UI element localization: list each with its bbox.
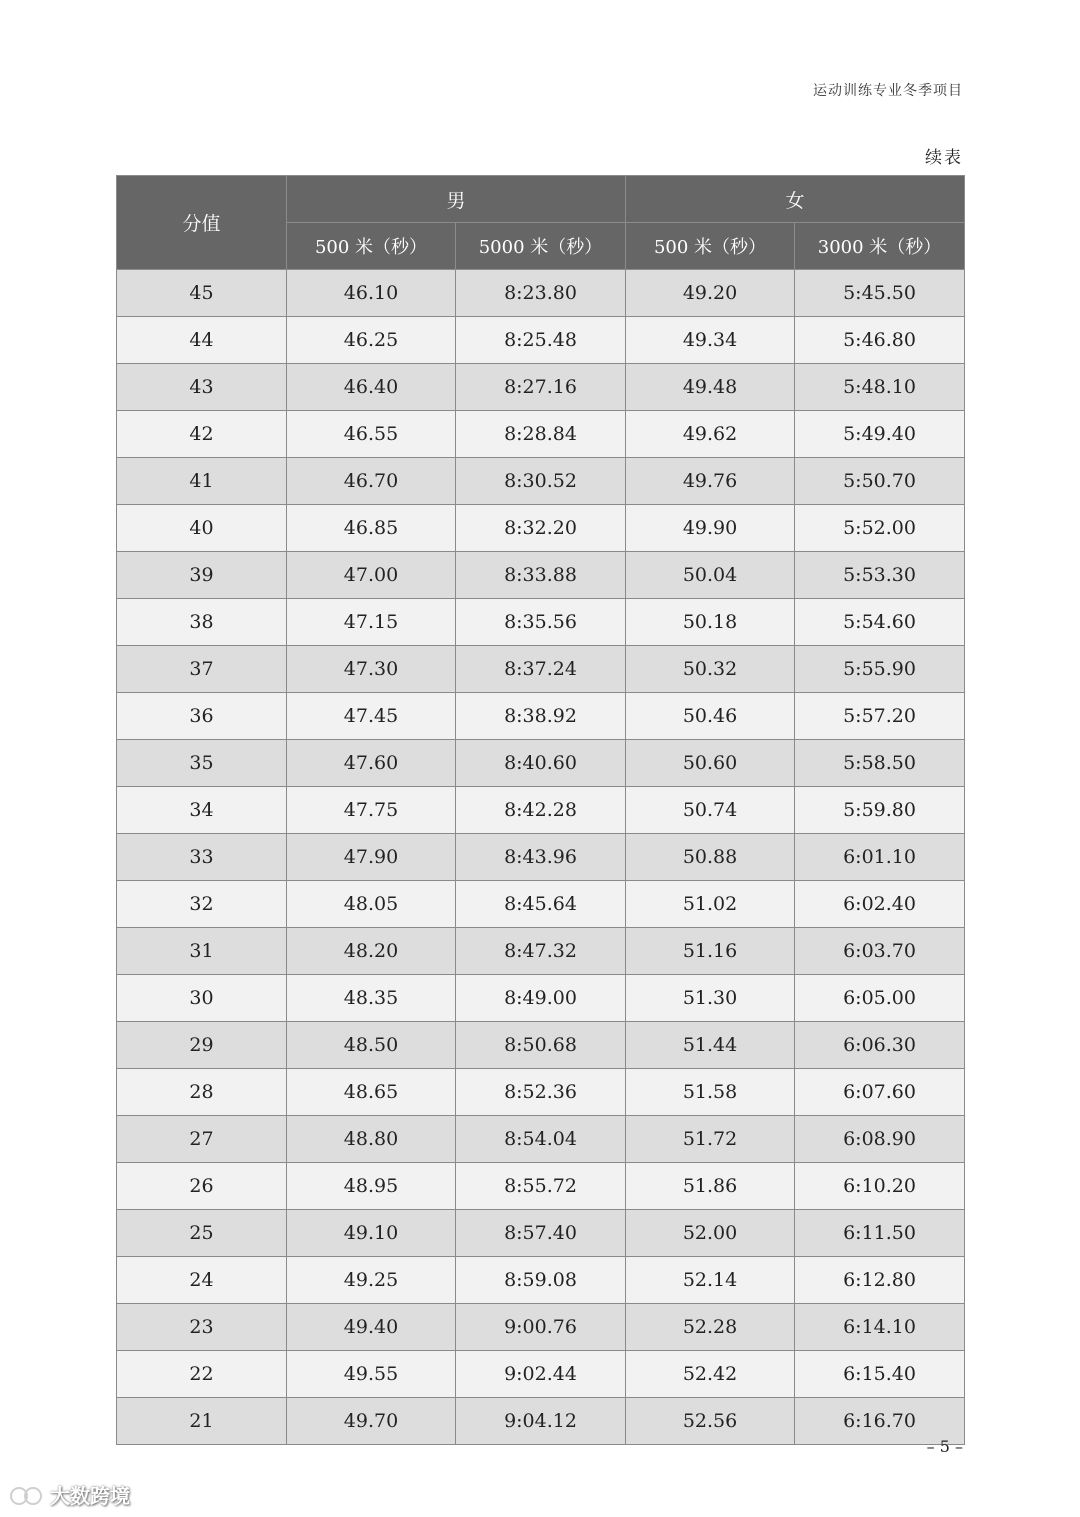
score-cell: 43 — [117, 364, 287, 411]
female-3000m-cell: 6:02.40 — [795, 881, 965, 928]
table-row — [117, 1022, 965, 1069]
female-500m-cell: 50.60 — [626, 740, 795, 787]
male-500m-cell: 48.05 — [287, 881, 456, 928]
female-500m-cell: 49.90 — [626, 505, 795, 552]
table-row — [117, 1116, 965, 1163]
female-500m-cell: 49.48 — [626, 364, 795, 411]
score-cell: 39 — [117, 552, 287, 599]
table-row — [117, 834, 965, 881]
table-row — [117, 693, 965, 740]
score-column-header: 分值 — [117, 176, 287, 270]
male-500m-cell: 49.25 — [287, 1257, 456, 1304]
female-3000m-cell: 6:15.40 — [795, 1351, 965, 1398]
female-500m-cell: 52.28 — [626, 1304, 795, 1351]
score-table — [116, 175, 965, 1445]
page-number: – 5 – — [926, 1437, 963, 1456]
male-5000m-cell: 8:59.08 — [456, 1257, 626, 1304]
male-5000m-cell: 8:35.56 — [456, 599, 626, 646]
female-500m-cell: 49.76 — [626, 458, 795, 505]
male-group-header: 男 — [287, 176, 626, 223]
table-header — [117, 176, 965, 270]
male-500m-cell: 49.10 — [287, 1210, 456, 1257]
table-row — [117, 646, 965, 693]
watermark-logo-icon — [10, 1484, 44, 1506]
score-cell: 29 — [117, 1022, 287, 1069]
table-row — [117, 1304, 965, 1351]
female-500m-cell: 51.02 — [626, 881, 795, 928]
male-500m-cell: 47.90 — [287, 834, 456, 881]
male-5000m-cell: 9:04.12 — [456, 1398, 626, 1445]
female-3000m-cell: 5:53.30 — [795, 552, 965, 599]
table-row — [117, 881, 965, 928]
table-row — [117, 1398, 965, 1445]
score-cell: 44 — [117, 317, 287, 364]
male-5000m-cell: 9:02.44 — [456, 1351, 626, 1398]
running-head: 运动训练专业冬季项目 — [813, 83, 963, 99]
male-500m-cell: 46.85 — [287, 505, 456, 552]
female-500m-cell: 49.34 — [626, 317, 795, 364]
table-body — [117, 270, 965, 1445]
table-row — [117, 552, 965, 599]
male-5000m-cell: 8:25.48 — [456, 317, 626, 364]
female-3000m-cell: 6:14.10 — [795, 1304, 965, 1351]
female-500m-cell: 51.44 — [626, 1022, 795, 1069]
female-3000m-cell: 6:07.60 — [795, 1069, 965, 1116]
female-3000m-cell: 6:03.70 — [795, 928, 965, 975]
male-500m-cell: 46.25 — [287, 317, 456, 364]
table-row — [117, 787, 965, 834]
female-3000m-cell: 5:54.60 — [795, 599, 965, 646]
table-row — [117, 317, 965, 364]
table-row — [117, 364, 965, 411]
female-500m-cell: 52.42 — [626, 1351, 795, 1398]
male-500m-cell: 47.15 — [287, 599, 456, 646]
score-cell: 42 — [117, 411, 287, 458]
female-500m-cell: 51.72 — [626, 1116, 795, 1163]
male-5000m-cell: 8:37.24 — [456, 646, 626, 693]
female-group-header: 女 — [626, 176, 965, 223]
male-500m-cell: 48.80 — [287, 1116, 456, 1163]
table-row — [117, 458, 965, 505]
male-5000m-cell: 8:54.04 — [456, 1116, 626, 1163]
table-row — [117, 1210, 965, 1257]
table-row — [117, 1069, 965, 1116]
male-500m-cell: 46.40 — [287, 364, 456, 411]
male-500m-cell: 47.60 — [287, 740, 456, 787]
score-cell: 32 — [117, 881, 287, 928]
male-500m-cell: 46.10 — [287, 270, 456, 317]
female-3000m-cell: 6:12.80 — [795, 1257, 965, 1304]
score-cell: 34 — [117, 787, 287, 834]
score-cell: 45 — [117, 270, 287, 317]
score-cell: 22 — [117, 1351, 287, 1398]
female-3000m-cell: 5:55.90 — [795, 646, 965, 693]
female-3000m-cell: 5:59.80 — [795, 787, 965, 834]
male-500m-cell: 48.95 — [287, 1163, 456, 1210]
female-3000m-cell: 5:58.50 — [795, 740, 965, 787]
female-3000m-cell: 6:08.90 — [795, 1116, 965, 1163]
female-500m-cell: 50.88 — [626, 834, 795, 881]
female-500m-cell: 50.74 — [626, 787, 795, 834]
score-cell: 26 — [117, 1163, 287, 1210]
watermark — [10, 1480, 130, 1509]
male-5000m-cell: 8:43.96 — [456, 834, 626, 881]
female-3000m-cell: 6:16.70 — [795, 1398, 965, 1445]
female-3000m-cell: 6:06.30 — [795, 1022, 965, 1069]
male-500m-header: 500 米（秒） — [287, 223, 456, 270]
male-500m-cell: 47.00 — [287, 552, 456, 599]
score-cell: 37 — [117, 646, 287, 693]
table-row — [117, 975, 965, 1022]
watermark-text: 大数跨境 — [50, 1484, 130, 1508]
female-500m-cell: 49.62 — [626, 411, 795, 458]
male-500m-cell: 48.50 — [287, 1022, 456, 1069]
table-row — [117, 599, 965, 646]
female-3000m-cell: 6:01.10 — [795, 834, 965, 881]
male-500m-cell: 49.55 — [287, 1351, 456, 1398]
table-row — [117, 1351, 965, 1398]
male-500m-cell: 46.70 — [287, 458, 456, 505]
male-500m-cell: 47.30 — [287, 646, 456, 693]
female-3000m-cell: 5:45.50 — [795, 270, 965, 317]
male-5000m-cell: 8:55.72 — [456, 1163, 626, 1210]
male-5000m-cell: 8:32.20 — [456, 505, 626, 552]
male-5000m-cell: 8:27.16 — [456, 364, 626, 411]
female-3000m-cell: 6:10.20 — [795, 1163, 965, 1210]
male-500m-cell: 48.35 — [287, 975, 456, 1022]
score-cell: 33 — [117, 834, 287, 881]
female-500m-cell: 51.30 — [626, 975, 795, 1022]
score-cell: 40 — [117, 505, 287, 552]
female-500m-cell: 52.56 — [626, 1398, 795, 1445]
table-row — [117, 270, 965, 317]
score-cell: 21 — [117, 1398, 287, 1445]
female-3000m-cell: 5:46.80 — [795, 317, 965, 364]
male-500m-cell: 49.70 — [287, 1398, 456, 1445]
table-row — [117, 740, 965, 787]
female-500m-cell: 52.14 — [626, 1257, 795, 1304]
score-cell: 28 — [117, 1069, 287, 1116]
male-5000m-cell: 9:00.76 — [456, 1304, 626, 1351]
male-500m-cell: 48.20 — [287, 928, 456, 975]
male-5000m-cell: 8:47.32 — [456, 928, 626, 975]
score-cell: 36 — [117, 693, 287, 740]
male-5000m-cell: 8:40.60 — [456, 740, 626, 787]
male-5000m-cell: 8:45.64 — [456, 881, 626, 928]
table-row — [117, 505, 965, 552]
male-500m-cell: 47.45 — [287, 693, 456, 740]
female-3000m-cell: 5:52.00 — [795, 505, 965, 552]
female-3000m-header: 3000 米（秒） — [795, 223, 965, 270]
male-5000m-cell: 8:38.92 — [456, 693, 626, 740]
female-3000m-cell: 6:05.00 — [795, 975, 965, 1022]
female-3000m-cell: 5:49.40 — [795, 411, 965, 458]
male-5000m-cell: 8:57.40 — [456, 1210, 626, 1257]
female-500m-cell: 50.18 — [626, 599, 795, 646]
female-500m-cell: 49.20 — [626, 270, 795, 317]
continuation-label: 续表 — [925, 148, 963, 168]
score-cell: 27 — [117, 1116, 287, 1163]
female-500m-cell: 51.16 — [626, 928, 795, 975]
male-5000m-cell: 8:42.28 — [456, 787, 626, 834]
male-5000m-cell: 8:50.68 — [456, 1022, 626, 1069]
female-500m-cell: 51.58 — [626, 1069, 795, 1116]
female-3000m-cell: 6:11.50 — [795, 1210, 965, 1257]
table-row — [117, 1257, 965, 1304]
female-3000m-cell: 5:57.20 — [795, 693, 965, 740]
male-5000m-cell: 8:33.88 — [456, 552, 626, 599]
female-500m-cell: 50.32 — [626, 646, 795, 693]
male-5000m-header: 5000 米（秒） — [456, 223, 626, 270]
score-cell: 35 — [117, 740, 287, 787]
male-500m-cell: 48.65 — [287, 1069, 456, 1116]
header-group-row — [117, 176, 965, 223]
table-row — [117, 928, 965, 975]
female-500m-cell: 51.86 — [626, 1163, 795, 1210]
male-5000m-cell: 8:28.84 — [456, 411, 626, 458]
female-3000m-cell: 5:48.10 — [795, 364, 965, 411]
score-cell: 24 — [117, 1257, 287, 1304]
score-cell: 23 — [117, 1304, 287, 1351]
score-cell: 41 — [117, 458, 287, 505]
female-500m-header: 500 米（秒） — [626, 223, 795, 270]
male-5000m-cell: 8:30.52 — [456, 458, 626, 505]
male-5000m-cell: 8:52.36 — [456, 1069, 626, 1116]
male-500m-cell: 46.55 — [287, 411, 456, 458]
score-cell: 31 — [117, 928, 287, 975]
male-5000m-cell: 8:49.00 — [456, 975, 626, 1022]
female-500m-cell: 52.00 — [626, 1210, 795, 1257]
female-500m-cell: 50.46 — [626, 693, 795, 740]
male-5000m-cell: 8:23.80 — [456, 270, 626, 317]
score-cell: 25 — [117, 1210, 287, 1257]
female-3000m-cell: 5:50.70 — [795, 458, 965, 505]
table-row — [117, 1163, 965, 1210]
male-500m-cell: 47.75 — [287, 787, 456, 834]
score-cell: 38 — [117, 599, 287, 646]
male-500m-cell: 49.40 — [287, 1304, 456, 1351]
table-row — [117, 411, 965, 458]
score-cell: 30 — [117, 975, 287, 1022]
female-500m-cell: 50.04 — [626, 552, 795, 599]
